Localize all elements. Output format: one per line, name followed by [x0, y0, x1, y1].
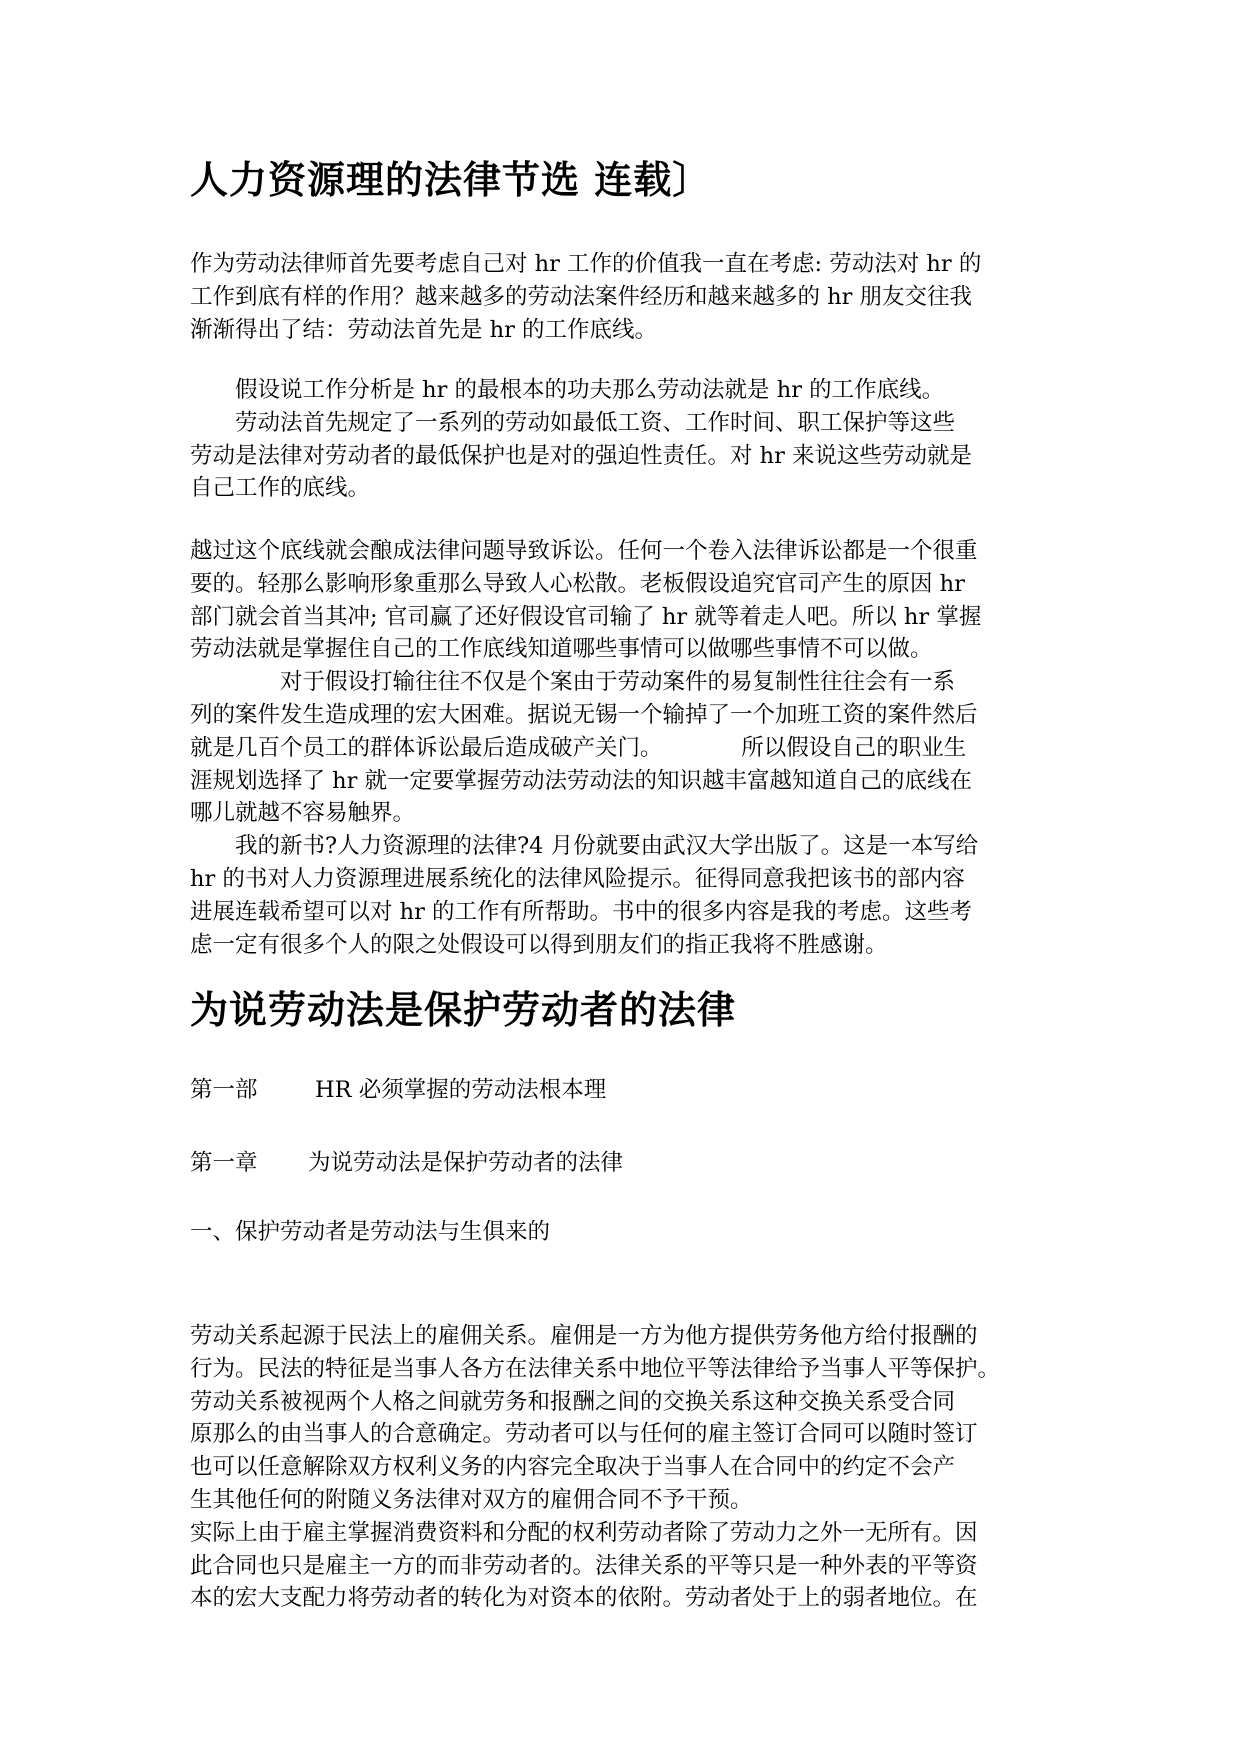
- text-line: 越过这个底线就会酿成法律问题导致诉讼。任何一个卷入法律诉讼都是一个很重: [190, 538, 978, 564]
- text-line: 作为劳动法律师首先要考虑自己对 hr 工作的价值我一直在考虑: 劳动法对 hr 的: [190, 251, 982, 277]
- subsection-heading: 一、保护劳动者是劳动法与生俱来的: [190, 1219, 551, 1245]
- text-line: 哪儿就越不容易触界。: [190, 800, 416, 827]
- text-line: 实际上由于雇主掌握消费资料和分配的权利劳动者除了劳动力之外一无所有。因: [190, 1519, 978, 1546]
- text-line: 劳动是法律对劳动者的最低保护也是对的强迫性责任。对 hr 来说这些劳动就是: [190, 442, 973, 469]
- text-line: 列的案件发生造成理的宏大困难。据说无锡一个输掉了一个加班工资的案件然后: [190, 701, 978, 728]
- paragraph-3: [190, 535, 1080, 961]
- text-line: 涯规划选择了 hr 就一定要掌握劳动法劳动法的知识越丰富越知道自己的底线在: [190, 767, 973, 794]
- chapter-title: 为说劳动法是保护劳动者的法律: [308, 1150, 624, 1176]
- body-paragraph: [190, 1320, 1080, 1615]
- intro-paragraph: [190, 248, 1080, 346]
- text-line: 对于假设打输往往不仅是个案由于劳动案件的易复制性往往会有一系: [190, 669, 956, 696]
- text-line: 我的新书?人力资源理的法律?4 月份就要由武汉大学出版了。这是一本写给: [190, 833, 979, 860]
- text-line: 劳动关系起源于民法上的雇佣关系。雇佣是一方为他方提供劳务他方给付报酬的: [190, 1323, 978, 1349]
- text-line: 生其他任何的附随义务法律对双方的雇佣合同不予干预。: [190, 1486, 753, 1513]
- text-line: 也可以任意解除双方权利义务的内容完全取决于当事人在合同中的约定不会产: [190, 1454, 956, 1481]
- text-line: 虑一定有很多个人的限之处假设可以得到朋友们的指正我将不胜感谢。: [190, 931, 888, 958]
- text-line: 劳动法就是掌握住自己的工作底线知道哪些事情可以做哪些事情不可以做。: [190, 636, 933, 663]
- text-line: 行为。民法的特征是当事人各方在法律关系中地位平等法律给予当事人平等保护。: [190, 1355, 1001, 1382]
- chapter-label: 第一章: [190, 1150, 258, 1176]
- text-line: 要的。轻那么影响形象重那么导致人心松散。老板假设追究官司产生的原因 hr: [190, 570, 965, 597]
- text-line: 部门就会首当其冲; 官司赢了还好假设官司输了 hr 就等着走人吧。所以 hr 掌握: [190, 603, 982, 630]
- text-line: 劳动法首先规定了一系列的劳动如最低工资、工作时间、职工保护等这些: [190, 409, 956, 436]
- text-line: hr 的书对人力资源理进展系统化的法律风险提示。征得同意我把该书的部内容: [190, 865, 965, 892]
- text-line: 劳动关系被视两个人格之间就劳务和报酬之间的交换关系这种交换关系受合同: [190, 1388, 956, 1415]
- text-line: 就是几百个员工的群体诉讼最后造成破产关门。 所以假设自己的职业生: [190, 734, 967, 761]
- text-line: 本的宏大支配力将劳动者的转化为对资本的依附。劳动者处于上的弱者地位。在: [190, 1585, 978, 1612]
- paragraph-2: [190, 374, 1080, 505]
- part-heading: [190, 1074, 606, 1106]
- chapter-heading: [190, 1147, 623, 1179]
- document-title: 人力资源理的法律节选 连载〕: [190, 157, 712, 202]
- text-line: 原那么的由当事人的合意确定。劳动者可以与任何的雇主签订合同可以随时签订: [190, 1421, 978, 1448]
- part-label: 第一部: [190, 1077, 258, 1103]
- text-line: 自己工作的底线。: [190, 475, 371, 502]
- text-line: 此合同也只是雇主一方的而非劳动者的。法律关系的平等只是一种外表的平等资: [190, 1552, 978, 1579]
- text-line: 假设说工作分析是 hr 的最根本的功夫那么劳动法就是 hr 的工作底线。: [190, 377, 945, 403]
- part-title: HR 必须掌握的劳动法根本理: [315, 1077, 607, 1103]
- section-heading: 为说劳动法是保护劳动者的法律: [190, 987, 737, 1032]
- text-line: 渐渐得出了结：劳动法首先是 hr 的工作底线。: [190, 316, 658, 343]
- text-line: 工作到底有样的作用？越来越多的劳动法案件经历和越来越多的 hr 朋友交往我: [190, 283, 973, 310]
- text-line: 进展连载希望可以对 hr 的工作有所帮助。书中的很多内容是我的考虑。这些考: [190, 898, 973, 925]
